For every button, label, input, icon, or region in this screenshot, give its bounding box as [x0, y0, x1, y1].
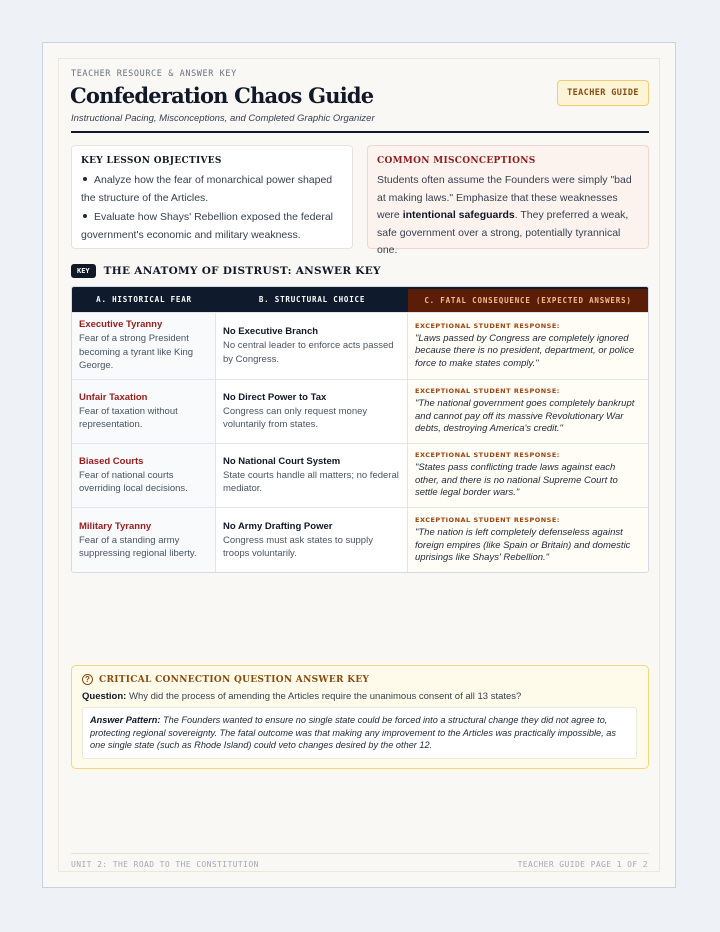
footer-page-label: TEACHER GUIDE PAGE 1 OF 2 — [517, 860, 648, 869]
critical-connection-heading: CRITICAL CONNECTION QUESTION ANSWER KEY — [99, 674, 370, 685]
eyebrow-label: TEACHER RESOURCE & ANSWER KEY — [71, 69, 237, 79]
footer-rule — [71, 853, 649, 854]
misconceptions-heading: COMMON MISCONCEPTIONS — [377, 156, 536, 166]
consequence-cell: EXCEPTIONAL STUDENT RESPONSE: "The national government goes completely bankrupt and cannot pay off its massive Revolutionary War debts, destroying America's credit." — [408, 380, 648, 443]
table-row — [72, 507, 648, 573]
column-header-fear: A. HISTORICAL FEAR — [72, 287, 216, 312]
bullet-icon — [83, 177, 87, 181]
column-header-choice: B. STRUCTURAL CHOICE — [216, 287, 408, 312]
question-circle-icon: ? — [82, 674, 93, 685]
critical-connection-title — [82, 674, 369, 685]
objective-item: Analyze how the fear of monarchical power shaped the structure of the Articles. — [81, 174, 333, 204]
page-title: Confederation Chaos Guide — [70, 83, 374, 108]
consequence-cell: EXCEPTIONAL STUDENT RESPONSE: "The nation is left completely defenseless against foreign empires (like Spain or Britain) and domestic uprisings like Shays' Rebellion." — [408, 508, 648, 573]
table-header — [72, 287, 648, 312]
key-tag: KEY — [71, 264, 96, 278]
table-row — [72, 312, 648, 379]
consequence-cell: EXCEPTIONAL STUDENT RESPONSE: "Laws passed by Congress are completely ignored because there is no president, department, or police force to make states comply." — [408, 313, 648, 379]
choice-cell: No Direct Power to Tax Congress can only request money voluntarily from states. — [216, 380, 408, 443]
column-header-consequence: C. FATAL CONSEQUENCE (EXPECTED ANSWERS) — [408, 287, 648, 312]
table-row — [72, 443, 648, 507]
answer-key-table — [71, 286, 649, 573]
header-rule — [71, 131, 649, 133]
objectives-heading: KEY LESSON OBJECTIVES — [81, 156, 222, 166]
consequence-cell: EXCEPTIONAL STUDENT RESPONSE: "States pass conflicting trade laws against each other, and there is no national Supreme Court to settle legal border wars." — [408, 444, 648, 507]
choice-cell: No Executive Branch No central leader to enforce acts passed by Congress. — [216, 313, 408, 379]
fear-cell: Executive Tyranny Fear of a strong President becoming a tyrant like King George. — [72, 313, 216, 379]
teacher-guide-badge: TEACHER GUIDE — [557, 80, 649, 106]
fear-cell: Military Tyranny Fear of a standing army suppressing regional liberty. — [72, 508, 216, 573]
choice-cell: No National Court System State courts handle all matters; no federal mediator. — [216, 444, 408, 507]
answer-pattern-box: Answer Pattern: The Founders wanted to ensure no single state could be forced into a structural change they did not agree to, protecting regional sovereignty. The fatal outcome was that making any improvement to the Articles was practically impossible, as one single state (such as Rhode Island) could veto changes desired by the other 12. — [82, 707, 637, 759]
section-title: THE ANATOMY OF DISTRUST: ANSWER KEY — [103, 265, 381, 277]
critical-connection-box — [71, 665, 649, 769]
fear-cell: Unfair Taxation Fear of taxation without representation. — [72, 380, 216, 443]
misconceptions-text: Students often assume the Founders were simply "bad at making laws." Emphasize that these weaknesses were intentional safeguards. They preferred a weak, safe government over a strong, potentially tyrannical one. — [377, 174, 632, 256]
table-row — [72, 379, 648, 443]
bullet-icon — [83, 214, 87, 218]
section-header — [71, 264, 381, 278]
footer-unit-label: UNIT 2: THE ROAD TO THE CONSTITUTION — [71, 860, 259, 869]
misconceptions-card — [367, 145, 649, 256]
objectives-card — [71, 145, 353, 249]
critical-question: Question: Why did the process of amending the Articles require the unanimous consent of all 13 states? — [82, 691, 522, 702]
objectives-list — [81, 172, 343, 244]
objective-item: Evaluate how Shays' Rebellion exposed the federal government's economic and military weakness. — [81, 211, 333, 241]
choice-cell: No Army Drafting Power Congress must ask states to supply troops voluntarily. — [216, 508, 408, 573]
document-page — [42, 42, 676, 888]
page-subtitle: Instructional Pacing, Misconceptions, and Completed Graphic Organizer — [71, 113, 375, 124]
fear-cell: Biased Courts Fear of national courts overriding local decisions. — [72, 444, 216, 507]
